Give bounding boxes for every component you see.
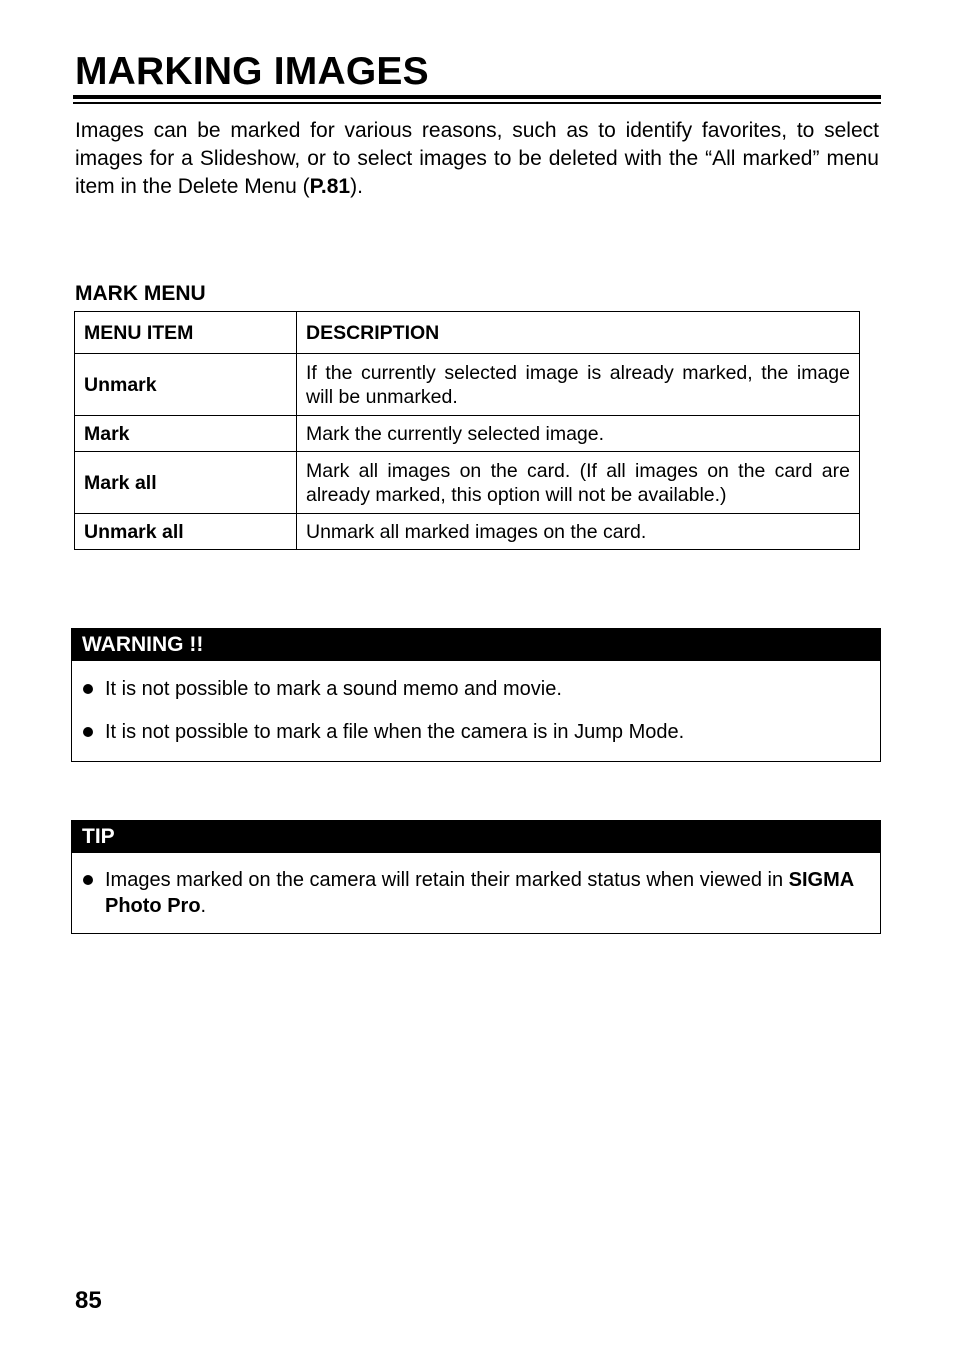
page-number: 85 [75, 1287, 102, 1314]
list-item [72, 676, 880, 702]
tip-text: Images marked on the camera will retain their marked status when viewed in [105, 869, 789, 891]
row-description: Mark the currently selected image. [297, 416, 860, 452]
table-row [75, 514, 860, 550]
title-rule-thick [73, 95, 881, 99]
row-item-unmark: Unmark [75, 354, 297, 416]
header-menu-item: MENU ITEM [75, 312, 297, 354]
warning-item-text: It is not possible to mark a file when the camera is in Jump Mode. [105, 721, 685, 743]
table-header-row [75, 312, 860, 354]
row-description: If the currently selected image is already marked, the image will be unmarked. [297, 354, 860, 416]
header-description: DESCRIPTION [297, 312, 860, 354]
page-title: MARKING IMAGES [75, 50, 429, 93]
warning-box [71, 628, 881, 762]
table-row [75, 354, 860, 416]
tip-text-end: . [200, 895, 207, 917]
intro-text-end: ). [350, 175, 363, 198]
table-row [75, 416, 860, 452]
page-reference: P.81 [309, 175, 351, 198]
intro-paragraph [75, 117, 879, 201]
tip-header: TIP [72, 821, 880, 853]
table-row [75, 452, 860, 514]
list-item [72, 719, 880, 745]
row-item-mark: Mark [75, 416, 297, 452]
row-item-mark-all: Mark all [75, 452, 297, 514]
row-item-unmark-all: Unmark all [75, 514, 297, 550]
mark-menu-table [74, 311, 860, 550]
bullet-icon [83, 875, 93, 885]
tip-body [72, 867, 880, 919]
product-name: SIGMA Photo Pro [105, 869, 854, 917]
title-rule-thin [73, 102, 881, 104]
mark-menu-title: MARK MENU [75, 282, 206, 305]
row-description: Mark all images on the card. (If all images on the card are already marked, this option will not be available.) [297, 452, 860, 514]
warning-header: WARNING !! [72, 629, 880, 661]
warning-body [72, 676, 880, 745]
bullet-icon [83, 684, 93, 694]
intro-text: Images can be marked for various reasons, such as to identify favorites, to select images for a Slideshow, or to select images to be deleted with the “All marked” menu item in the Delete Menu ( [75, 119, 879, 198]
bullet-icon [83, 727, 93, 737]
tip-box [71, 820, 881, 934]
row-description: Unmark all marked images on the card. [297, 514, 860, 550]
warning-item-text: It is not possible to mark a sound memo and movie. [105, 678, 562, 700]
list-item [72, 867, 880, 919]
